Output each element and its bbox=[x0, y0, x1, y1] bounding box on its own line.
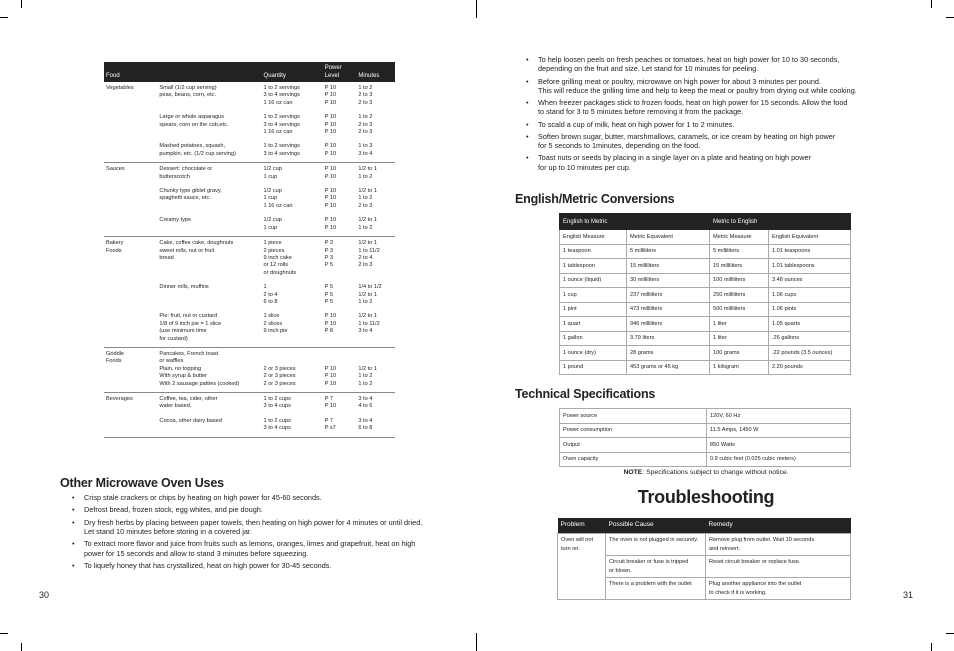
conversion-cell: 1.06 pints bbox=[769, 302, 851, 317]
remedy-cell: Plug another appliance into the outlet to check if it is working. bbox=[706, 578, 851, 600]
problem-cell: Oven will not turn on. bbox=[558, 534, 606, 600]
column-english-equivalent: English Equivalent bbox=[769, 230, 851, 245]
food-cell: Large or whole asparagus spears, corn on the cob,etc. bbox=[159, 114, 229, 128]
food-cell: Cocoa, other dairy based bbox=[159, 417, 222, 424]
list-item bbox=[526, 132, 906, 151]
conversion-cell: 1 ounce (liquid) bbox=[560, 273, 627, 288]
conversion-cell: 1 kilogram bbox=[710, 360, 769, 375]
list-item-text: Dry fresh herbs by placing between paper towels, then heating on high power for 4 minutes or until dried. Let stand 10 minutes before storing in a covered jar. bbox=[84, 517, 423, 537]
table-row bbox=[560, 409, 851, 424]
power-level-cell: P 3 P 3 P 3 P 5 bbox=[323, 237, 357, 282]
note-label: NOTE bbox=[623, 469, 643, 476]
table-row bbox=[104, 415, 395, 437]
table-row bbox=[104, 140, 395, 162]
spec-value-cell: 11.5 Amps, 1450 W bbox=[707, 423, 851, 438]
conversion-table bbox=[559, 213, 851, 375]
table-row bbox=[560, 273, 851, 288]
page-number-left: 30 bbox=[39, 590, 50, 600]
column-remedy: Remedy bbox=[706, 518, 851, 534]
food-cell: Cake, coffee cake, doughnuts sweet rolls, nut or fruit bread bbox=[157, 237, 261, 282]
column-header-quantity: Quantity bbox=[262, 62, 323, 82]
column-header-minutes: Minutes bbox=[356, 62, 395, 82]
quantity-cell: 1/2 cup 1 cup bbox=[262, 163, 323, 185]
conversion-cell: 1.01 tablespoons bbox=[769, 259, 851, 274]
conversion-cell: .22 pounds (3.5 ounces) bbox=[769, 346, 851, 361]
conversion-cell: 1 gallon bbox=[560, 331, 627, 346]
bullet-icon: • bbox=[72, 539, 75, 549]
table-row bbox=[104, 82, 395, 111]
remedy-cell: Remove plug from outlet. Wait 10 seconds and reinsert. bbox=[706, 534, 851, 556]
spec-label-cell: Oven capacity bbox=[560, 452, 707, 467]
conversion-cell: 1 pint bbox=[560, 302, 627, 317]
quantity-cell: 2 or 3 pieces 2 or 3 pieces 2 or 3 pieces bbox=[262, 347, 323, 392]
conversion-cell: 15 milliliters bbox=[710, 259, 769, 274]
conversion-cell: 237 milliliters bbox=[627, 288, 710, 303]
minutes-cell: 1/2 to 1 1 to 2 bbox=[358, 217, 378, 231]
bullet-icon: • bbox=[72, 505, 75, 515]
list-item bbox=[526, 98, 906, 117]
crop-mark bbox=[0, 633, 8, 634]
food-category-cell bbox=[104, 185, 157, 214]
minutes-cell: 3 to 4 4 to 6 bbox=[356, 393, 395, 415]
power-level-cell: P 10 P 10 bbox=[324, 217, 337, 231]
minutes-cell: 1/2 to 1 1 to 11/2 3 to 4 bbox=[358, 313, 380, 335]
table-row bbox=[560, 317, 851, 332]
conversion-cell: 1 pound bbox=[560, 360, 627, 375]
food-cell: Coffee, tea, cider, other water based. bbox=[157, 393, 261, 415]
quantity-cell: 1/2 cup 1 cup 1 16 oz can bbox=[263, 188, 293, 209]
bullet-icon: • bbox=[72, 561, 75, 571]
crop-mark bbox=[21, 643, 22, 651]
table-row bbox=[558, 534, 851, 556]
power-level-cell: P 10 P 10 P 10 bbox=[324, 114, 337, 136]
conversion-cell: .26 gallons bbox=[769, 331, 851, 346]
list-item bbox=[72, 505, 452, 515]
table-row bbox=[104, 111, 395, 140]
table-row bbox=[560, 346, 851, 361]
quantity-cell: 1 to 2 cups 3 to 4 cups bbox=[263, 417, 291, 432]
food-category-cell: Vegetables bbox=[106, 85, 134, 91]
conversion-cell: 1 liter bbox=[710, 331, 769, 346]
specs-table bbox=[559, 408, 851, 467]
conversion-cell: 3.79 liters bbox=[627, 331, 710, 346]
center-mark bbox=[476, 633, 477, 651]
conversion-cell: 1.01 teaspoons bbox=[769, 244, 851, 259]
list-item bbox=[72, 561, 452, 571]
cause-cell: There is a problem with the outlet bbox=[606, 578, 706, 600]
table-row bbox=[104, 185, 395, 214]
conversion-cell: 1 cup bbox=[560, 288, 627, 303]
conversion-group-header-row bbox=[560, 214, 851, 230]
list-item bbox=[526, 153, 906, 172]
food-cell: Chunky type giblet gravy, spaghetti sauce, etc. bbox=[159, 188, 222, 202]
list-item bbox=[526, 120, 906, 129]
table-row bbox=[560, 438, 851, 453]
troubleshooting-heading: Troubleshooting bbox=[637, 487, 775, 507]
cause-cell: The oven is not plugged in securely. bbox=[606, 534, 706, 556]
minutes-cell: 1/4 to 1/2 1/2 to 1 1 to 2 bbox=[358, 284, 382, 305]
conversion-cell: 100 grams bbox=[710, 346, 769, 361]
troubleshooting-header-row bbox=[558, 518, 851, 534]
crop-mark bbox=[946, 633, 954, 634]
list-item bbox=[72, 539, 452, 558]
food-category-cell: Bakery Foods bbox=[104, 237, 157, 282]
food-category-cell bbox=[104, 415, 157, 437]
minutes-cell: 3 to 4 6 to 8 bbox=[358, 417, 373, 432]
column-header-food-detail bbox=[157, 62, 261, 82]
conversion-table-body bbox=[560, 244, 851, 375]
food-category-cell bbox=[104, 111, 157, 140]
list-item-text: When freezer packages stick to frozen foods, heat on high power for 15 seconds. Allow the food to stand for 3 to 5 minutes before removing it from the package. bbox=[538, 98, 848, 117]
table-row bbox=[560, 244, 851, 259]
remedy-cell: Reset circuit breaker or replace fuse. bbox=[706, 556, 851, 578]
table-row bbox=[560, 423, 851, 438]
conversion-cell: 5 milliliters bbox=[627, 244, 710, 259]
cause-cell: Circuit breaker or fuse is tripped or blown. bbox=[606, 556, 706, 578]
list-item-text: To help loosen peels on fresh peaches or tomatoes, heat on high power for 10 to 30 seconds, depending on the fruit and size. Let stand for 10 minutes for peeling. bbox=[538, 55, 840, 74]
spec-label-cell: Power source bbox=[560, 409, 707, 424]
list-item-text: Soften brown sugar, butter, marshmallows, caramels, or ice cream by heating on high power for 5 seconds to 1minutes, depending on the food. bbox=[538, 131, 836, 150]
quantity-cell: 1 to 2 servings 3 to 4 servings 1 16 oz can bbox=[263, 85, 300, 106]
minutes-cell: 1 to 3 3 to 4 bbox=[358, 143, 373, 157]
conversion-cell: 1 teaspoon bbox=[560, 244, 627, 259]
table-row bbox=[560, 302, 851, 317]
other-uses-heading: Other Microwave Oven Uses bbox=[60, 476, 224, 490]
conversions-heading: English/Metric Conversions bbox=[515, 192, 675, 206]
quantity-cell: 1 piece 2 pieces 9 inch cake or 12 rolls or doughnuts bbox=[262, 237, 323, 282]
specs-note bbox=[559, 469, 853, 476]
list-item bbox=[72, 518, 452, 537]
conversion-cell: 453 grams or 45 kg bbox=[627, 360, 710, 375]
quantity-cell: 1 to 2 servings 3 to 4 servings 1 16 oz can bbox=[263, 114, 300, 136]
power-level-cell: P 10 P 10 P 10 bbox=[324, 85, 337, 106]
food-cell: Pie: fruit, nut or custard 1/8 of 9 inch pie = 1 slice (use minimum time for custard) bbox=[159, 313, 222, 342]
conversion-cell: 473 milliliters bbox=[627, 302, 710, 317]
english-to-metric-header: English to Metric bbox=[560, 214, 710, 230]
column-problem: Problem bbox=[558, 518, 606, 534]
conversion-cell: 5 milliliters bbox=[710, 244, 769, 259]
conversion-column-header-row bbox=[560, 230, 851, 245]
table-row bbox=[104, 237, 395, 282]
food-category-cell bbox=[104, 140, 157, 162]
right-tips-list bbox=[526, 55, 906, 175]
list-item bbox=[526, 77, 906, 96]
quantity-cell: 1 to 2 cups 3 to 4 cups bbox=[262, 393, 323, 415]
quantity-cell: 1 2 to 4 6 to 8 bbox=[263, 284, 278, 305]
list-item-text: Before grilling meat or poultry, microwave on high power for about 3 minutes per pound. This will reduce the grilling time and help to keep the meat or poultry from drying out while cooking. bbox=[538, 76, 857, 95]
column-header-power-level: Power Level bbox=[323, 62, 357, 82]
quantity-cell: 1 slice 2 slices 9 inch pie bbox=[263, 313, 288, 335]
spec-label-cell: Output bbox=[560, 438, 707, 453]
table-row bbox=[560, 452, 851, 467]
note-text: : Specifications subject to change without notice. bbox=[642, 469, 789, 476]
conversion-cell: 28 grams bbox=[627, 346, 710, 361]
conversion-cell: 250 milliliters bbox=[710, 288, 769, 303]
table-row bbox=[104, 310, 395, 347]
power-level-cell: P 10 P 10 P 10 bbox=[323, 347, 357, 392]
bullet-icon: • bbox=[526, 55, 529, 64]
power-level-cell: P 10 P 10 P 10 bbox=[324, 188, 337, 209]
conversion-cell: 500 milliliters bbox=[710, 302, 769, 317]
crop-mark bbox=[0, 17, 8, 18]
food-category-cell bbox=[104, 281, 157, 310]
table-row bbox=[104, 393, 395, 415]
table-row bbox=[104, 281, 395, 310]
table-row bbox=[560, 288, 851, 303]
table-row bbox=[560, 331, 851, 346]
column-header-food: Food bbox=[104, 62, 157, 82]
bullet-icon: • bbox=[526, 153, 529, 163]
table-row bbox=[104, 163, 395, 185]
crop-mark bbox=[21, 0, 22, 8]
metric-to-english-header: Metric to English bbox=[710, 214, 851, 230]
troubleshooting-table-body bbox=[558, 534, 851, 600]
bullet-icon: • bbox=[72, 493, 75, 502]
power-level-cell: P 5 P 5 P 5 bbox=[324, 284, 333, 305]
column-english-measure: English Measure bbox=[560, 230, 627, 245]
column-possible-cause: Possible Cause bbox=[606, 518, 706, 534]
food-category-cell: Beverages bbox=[104, 393, 157, 415]
bullet-icon: • bbox=[72, 517, 75, 527]
crop-mark bbox=[931, 0, 932, 8]
food-category-cell bbox=[104, 310, 157, 347]
table-row bbox=[560, 360, 851, 375]
food-cell: Dinner rolls, muffins bbox=[159, 284, 209, 291]
bullet-icon: • bbox=[526, 131, 529, 141]
bullet-icon: • bbox=[526, 98, 529, 107]
quantity-cell: 1 to 2 servings 3 to 4 servings bbox=[263, 143, 300, 157]
list-item-text: To extract more flavor and juice from fruits such as lemons, oranges, limes and grapefruit, heat on high power for 15 seconds and allow to stand 3 minutes before squeezing. bbox=[84, 539, 416, 559]
reheating-table bbox=[104, 62, 395, 438]
food-cell: Small (1/2 cup serving) peas, beans, corn, etc. bbox=[159, 85, 217, 99]
minutes-cell: 1/2 to 1 1 to 2 2 to 3 bbox=[358, 188, 378, 209]
bullet-icon: • bbox=[526, 119, 529, 129]
minutes-cell: 1/2 to 1 1 to 2 1 to 2 bbox=[356, 347, 395, 392]
minutes-cell: 1/2 to 1 1 to 11/2 2 to 4 2 to 3 bbox=[356, 237, 395, 282]
food-cell: Pancakes, French toast or waffles Plain, no topping With syrup & butter With 2 sausage patties (cooked) bbox=[157, 347, 261, 392]
conversion-cell: 1 quart bbox=[560, 317, 627, 332]
conversion-cell: 100 milliliters bbox=[710, 273, 769, 288]
list-item-text: To liquefy honey that has crystallized, heat on high power for 30-45 seconds. bbox=[84, 561, 332, 571]
conversion-cell: 1.06 cups bbox=[769, 288, 851, 303]
list-item-text: Toast nuts or seeds by placing in a single layer on a plate and heating on high power for up to 10 minutes per cup. bbox=[538, 153, 812, 172]
minutes-cell: 1 to 2 2 to 3 2 to 3 bbox=[358, 85, 373, 106]
conversion-cell: 1 tablespoon bbox=[560, 259, 627, 274]
list-item-text: Defrost bread, frozen stock, egg whites, and pie dough. bbox=[84, 505, 263, 515]
list-item-text: Crisp stale crackers or chips by heating on high power for 45-60 seconds. bbox=[84, 493, 322, 502]
table-row bbox=[104, 347, 395, 392]
spec-label-cell: Power consumption bbox=[560, 423, 707, 438]
spec-value-cell: 120V, 60 Hz bbox=[707, 409, 851, 424]
conversion-cell: 3.48 ounces bbox=[769, 273, 851, 288]
food-cell: Creamy type bbox=[159, 217, 192, 224]
crop-mark bbox=[946, 17, 954, 18]
minutes-cell: 1/2 to 1 1 to 2 bbox=[356, 163, 395, 185]
conversion-cell: 1 ounce (dry) bbox=[560, 346, 627, 361]
food-cell: Dessert: chocolate or butterscotch bbox=[157, 163, 261, 185]
power-level-cell: P 10 P 10 bbox=[324, 143, 337, 157]
food-category-cell bbox=[104, 214, 157, 236]
power-level-cell: P 7 P 10 bbox=[323, 393, 357, 415]
quantity-cell: 1/2 cup 1 cup bbox=[263, 217, 282, 231]
power-level-cell: P 7 P s7 bbox=[324, 417, 336, 432]
conversion-cell: 1.05 quarts bbox=[769, 317, 851, 332]
table-row bbox=[104, 214, 395, 236]
spec-value-cell: 850 Watts bbox=[707, 438, 851, 453]
power-level-cell: P 10 P 10 P 8 bbox=[324, 313, 337, 335]
list-item bbox=[72, 493, 452, 503]
list-item-text: To scald a cup of milk, heat on high power for 1 to 2 minutes. bbox=[538, 119, 735, 129]
conversion-cell: 15 milliliters bbox=[627, 259, 710, 274]
other-uses-list bbox=[72, 493, 452, 574]
food-cell: Mashed potatoes, squash, pumpkin, etc. (1/2 cup serving) bbox=[159, 143, 236, 157]
minutes-cell: 1 to 2 2 to 3 2 to 3 bbox=[358, 114, 373, 136]
table-header-row bbox=[104, 62, 395, 82]
spec-value-cell: 0.9 cubic feet (0.025 cubic meters) bbox=[707, 452, 851, 467]
troubleshooting-table bbox=[557, 518, 851, 600]
column-metric-measure: Metric Measure bbox=[710, 230, 769, 245]
center-mark bbox=[476, 0, 477, 18]
list-item bbox=[526, 55, 906, 74]
column-metric-equivalent: Metric Equivalent bbox=[627, 230, 710, 245]
conversion-cell: 946 milliliters bbox=[627, 317, 710, 332]
power-level-cell: P 10 P 10 bbox=[323, 163, 357, 185]
crop-mark bbox=[931, 643, 932, 651]
specs-heading: Technical Specifications bbox=[515, 387, 656, 401]
table-row bbox=[560, 259, 851, 274]
reheating-table-body bbox=[104, 82, 395, 437]
specs-table-body bbox=[560, 409, 851, 467]
bullet-icon: • bbox=[526, 76, 529, 86]
conversion-cell: 1 liter bbox=[710, 317, 769, 332]
conversion-cell: 2.20 pounds bbox=[769, 360, 851, 375]
food-category-cell: Sauces bbox=[104, 163, 157, 185]
food-category-cell: Griddle Foods bbox=[104, 347, 157, 392]
page-number-right: 31 bbox=[903, 590, 914, 600]
conversion-cell: 30 milliliters bbox=[627, 273, 710, 288]
